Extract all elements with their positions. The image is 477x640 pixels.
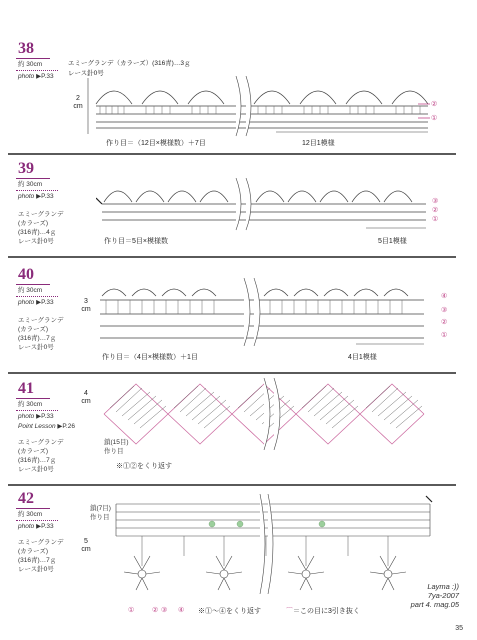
repeat-note: ※①〜④をくり返す (198, 608, 261, 615)
credit-watermark: Layma :)) 7ya-2007 part 4. mag.05 (410, 582, 459, 609)
row-marker: ② (432, 207, 439, 214)
bottom-number: ① (128, 607, 135, 614)
photo-ref: photo ▶P.33 (18, 73, 54, 80)
divider (16, 410, 58, 411)
crochet-chart-40 (94, 278, 439, 346)
section-separator (8, 153, 456, 155)
foundation-text: 作り目＝（12目×模様数）＋7目 (106, 140, 206, 147)
divider (16, 520, 58, 521)
length-text: 約 30cm (18, 287, 43, 294)
symbol-note: ⌒＝この目に3引き抜く (286, 608, 360, 615)
crochet-chart-41 (96, 378, 446, 450)
foundation-text: 作り目＝（4目×模様数）＋1目 (102, 354, 198, 361)
row-marker: ① (441, 332, 448, 339)
height-dimension: 3 cm (81, 298, 91, 313)
divider (16, 190, 58, 191)
foundation-text: 作り目＝5目×模様数 (104, 238, 168, 245)
chain-label: 鎖(15目) 作り目 (104, 439, 129, 455)
height-dimension: 2 cm (73, 95, 83, 110)
lesson-ref: Point Lesson ▶P.26 (18, 423, 75, 430)
pattern-number: 40 (18, 266, 34, 283)
crochet-chart-38 (86, 76, 444, 138)
divider (16, 58, 50, 59)
photo-ref: photo ▶P.33 (18, 523, 54, 530)
repeat-text: 5目1模様 (378, 238, 407, 245)
pattern-number: 39 (18, 160, 34, 177)
divider (16, 508, 50, 509)
repeat-text: 4目1模様 (348, 354, 377, 361)
row-marker: ② (441, 319, 448, 326)
hook-info: レース針0号 (68, 70, 104, 77)
divider (16, 178, 50, 179)
section-separator (8, 372, 456, 374)
divider (16, 296, 58, 297)
yarn-info: エミーグランデ (カラーズ) (316青)…7ｇ レース針0号 (18, 439, 64, 473)
row-marker: ① (431, 115, 438, 122)
pattern-number: 38 (18, 40, 34, 57)
photo-ref: photo ▶P.33 (18, 193, 54, 200)
crochet-chart-42 (112, 494, 442, 596)
row-marker: ② (431, 101, 438, 108)
row-marker: ④ (441, 293, 448, 300)
yarn-info: エミーグランデ (カラーズ) (316青)…4ｇ レース針0号 (18, 211, 64, 245)
row-marker: ① (432, 216, 439, 223)
row-marker: ③ (441, 307, 448, 314)
yarn-info: エミーグランデ（カラーズ）(316青)…3ｇ (68, 60, 191, 67)
row-marker: ③ (432, 198, 439, 205)
length-text: 約 30cm (18, 511, 43, 518)
height-dimension: 5 cm (81, 538, 91, 553)
repeat-text: 12目1模様 (302, 140, 335, 147)
page-number: 35 (455, 625, 463, 632)
length-text: 約 30cm (18, 401, 43, 408)
length-text: 約 30cm (18, 61, 43, 68)
photo-ref: photo ▶P.33 (18, 299, 54, 306)
crochet-chart-39 (96, 178, 439, 232)
divider (16, 70, 58, 71)
slip-stitch-icon: ⌒ (286, 608, 293, 615)
bottom-number: ③ (161, 607, 168, 614)
divider (16, 398, 50, 399)
length-text: 約 30cm (18, 181, 43, 188)
divider (16, 284, 50, 285)
chain-label: 鎖(7目) 作り目 (90, 505, 111, 521)
yarn-info: エミーグランデ (カラーズ) (316青)…7ｇ レース針0号 (18, 539, 64, 573)
yarn-info: エミーグランデ (カラーズ) (316青)…7ｇ レース針0号 (18, 317, 64, 351)
pattern-number: 42 (18, 490, 34, 507)
photo-ref: photo ▶P.33 (18, 413, 54, 420)
bottom-number: ④ (178, 607, 185, 614)
section-separator (8, 256, 456, 258)
section-separator (8, 484, 456, 486)
height-dimension: 4 cm (81, 390, 91, 405)
pattern-number: 41 (18, 380, 34, 397)
bottom-number: ② (152, 607, 159, 614)
repeat-note: ※①②をくり返す (116, 463, 172, 470)
